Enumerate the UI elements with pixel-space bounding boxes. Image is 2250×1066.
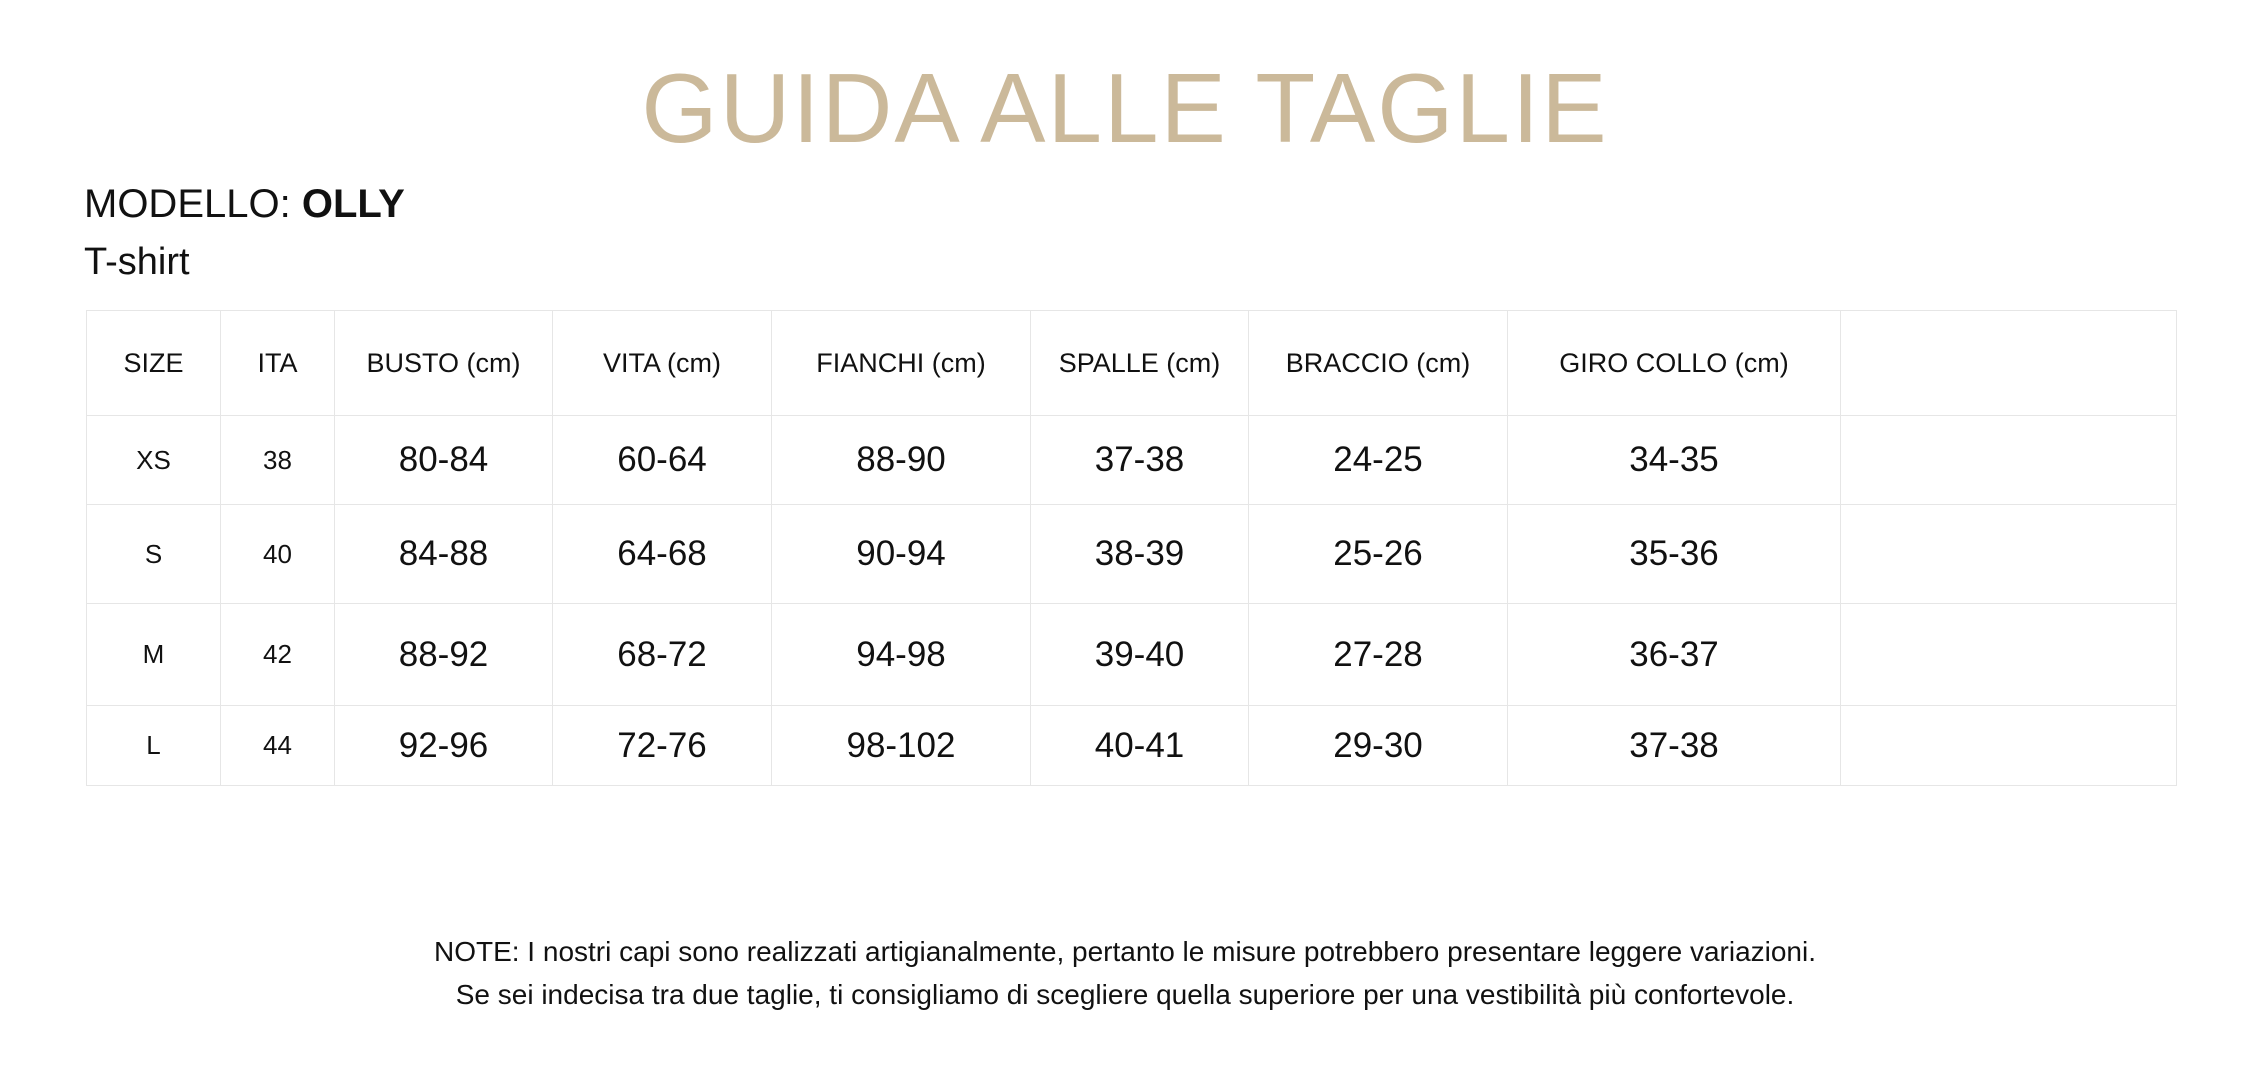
table-cell bbox=[1841, 604, 2177, 706]
table-cell: 64-68 bbox=[553, 505, 772, 604]
column-header: SPALLE (cm) bbox=[1031, 311, 1249, 416]
table-cell: 37-38 bbox=[1508, 706, 1841, 786]
size-table bbox=[86, 310, 2177, 786]
table-cell: XS bbox=[87, 416, 221, 505]
table-row bbox=[87, 604, 2177, 706]
column-header: BRACCIO (cm) bbox=[1249, 311, 1508, 416]
table-cell: 84-88 bbox=[335, 505, 553, 604]
table-cell: 29-30 bbox=[1249, 706, 1508, 786]
table-cell: L bbox=[87, 706, 221, 786]
table-cell: 44 bbox=[221, 706, 335, 786]
page-title: GUIDA ALLE TAGLIE bbox=[641, 53, 1609, 163]
table-cell: 25-26 bbox=[1249, 505, 1508, 604]
table-cell: 36-37 bbox=[1508, 604, 1841, 706]
column-header: ITA bbox=[221, 311, 335, 416]
table-row bbox=[87, 416, 2177, 505]
table-cell: 88-90 bbox=[772, 416, 1031, 505]
table-cell: 38 bbox=[221, 416, 335, 505]
table-cell: 98-102 bbox=[772, 706, 1031, 786]
table-cell: 38-39 bbox=[1031, 505, 1249, 604]
column-header bbox=[1841, 311, 2177, 416]
model-name: OLLY bbox=[301, 182, 405, 226]
model-heading bbox=[84, 180, 405, 228]
table-cell: 88-92 bbox=[335, 604, 553, 706]
model-label: MODELLO: bbox=[84, 182, 291, 226]
table-cell: 94-98 bbox=[772, 604, 1031, 706]
table-cell: 34-35 bbox=[1508, 416, 1841, 505]
column-header: GIRO COLLO (cm) bbox=[1508, 311, 1841, 416]
table-row bbox=[87, 505, 2177, 604]
table-cell bbox=[1841, 706, 2177, 786]
table-cell: 37-38 bbox=[1031, 416, 1249, 505]
table-cell: 40-41 bbox=[1031, 706, 1249, 786]
column-header: FIANCHI (cm) bbox=[772, 311, 1031, 416]
table-row bbox=[87, 706, 2177, 786]
table-cell bbox=[1841, 505, 2177, 604]
table-cell: 72-76 bbox=[553, 706, 772, 786]
table-cell bbox=[1841, 416, 2177, 505]
note-line-2: Se sei indecisa tra due taglie, ti consigliamo di scegliere quella superiore per una vestibilità più confortevole. bbox=[455, 979, 1795, 1010]
column-header: SIZE bbox=[87, 311, 221, 416]
table-cell: M bbox=[87, 604, 221, 706]
table-cell: 80-84 bbox=[335, 416, 553, 505]
table-cell: 68-72 bbox=[553, 604, 772, 706]
note-label: NOTE: bbox=[433, 936, 520, 967]
note-line-1 bbox=[0, 930, 2250, 973]
table-cell: 92-96 bbox=[335, 706, 553, 786]
table-cell: 40 bbox=[221, 505, 335, 604]
column-header: BUSTO (cm) bbox=[335, 311, 553, 416]
table-cell: 90-94 bbox=[772, 505, 1031, 604]
table-cell: 24-25 bbox=[1249, 416, 1508, 505]
table-cell: S bbox=[87, 505, 221, 604]
table-cell: 27-28 bbox=[1249, 604, 1508, 706]
table-cell: 60-64 bbox=[553, 416, 772, 505]
note bbox=[0, 930, 2250, 1016]
note-text-1: I nostri capi sono realizzati artigianalmente, pertanto le misure potrebbero presentare leggere variazioni. bbox=[519, 936, 1817, 967]
table-cell: 39-40 bbox=[1031, 604, 1249, 706]
table-cell: 42 bbox=[221, 604, 335, 706]
table-cell: 35-36 bbox=[1508, 505, 1841, 604]
table-header-row bbox=[87, 311, 2177, 416]
column-header: VITA (cm) bbox=[553, 311, 772, 416]
garment-type: T-shirt bbox=[84, 241, 190, 283]
